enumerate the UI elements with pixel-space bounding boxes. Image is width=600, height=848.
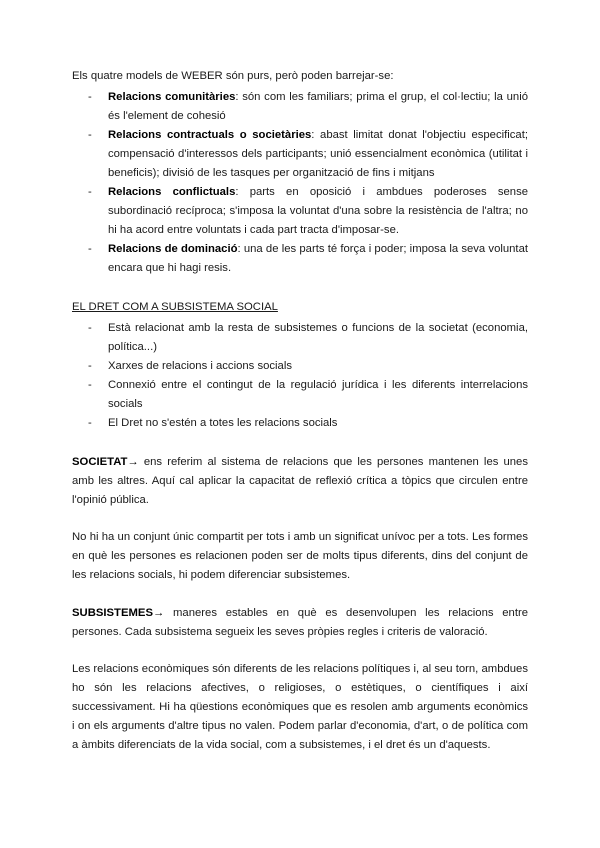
model-description: : abast limitat donat l'objectiu especificat; compensació d'interessos dels participants; unió essencialment econòmica (utilitat i beneficis); divisió de les tasques per organització de fins i mitjans — [108, 129, 528, 179]
bullet-dash: - — [88, 379, 92, 391]
relacions-paragraph: Les relacions econòmiques són diferents de les relacions polítiques i, al seu torn, ambdues ho són les relacions afectives, o religioses, o estètiques, o científiques i així successivament. Hi ha qüestions econòmiques que es resolen amb arguments econòmics i on els arguments d'altre tipus no valen. Podem parlar d'economia, d'art, o de política com a àmbits diferenciats de la vida social, com a subsistemes, i el dret és un d'aquests. — [72, 663, 528, 751]
section-heading: EL DRET COM A SUBSISTEMA SOCIAL — [72, 301, 278, 313]
bullet-dash: - — [88, 129, 92, 141]
societat-term: SOCIETAT→ — [72, 456, 139, 468]
list-item — [72, 88, 528, 126]
bullet-dash: - — [88, 322, 92, 334]
list-item-text: El Dret no s'estén a totes les relacions socials — [108, 417, 338, 429]
section-list — [72, 319, 528, 433]
list-item-text: Connexió entre el contingut de la regulació jurídica i les diferents interrelacions socials — [108, 379, 528, 410]
bullet-dash: - — [88, 186, 92, 198]
bullet-dash: - — [88, 91, 92, 103]
societat-paragraph — [72, 453, 528, 510]
model-term: Relacions contractuals o societàries — [108, 129, 312, 141]
intro-paragraph: Els quatre models de WEBER són purs, però poden barrejar-se: — [72, 70, 394, 82]
model-description: : parts en oposició i ambdues poderoses sense subordinació recíproca; s'imposa la voluntat d'una sobre la resistència de l'altra; no hi ha acord entre voluntats i cada part tracta d'imposar-se. — [108, 186, 528, 236]
model-term: Relacions conflictuals — [108, 186, 236, 198]
model-description: : una de les parts té força i poder; imposa la seva voluntat encara que hi hagi resis. — [108, 243, 528, 274]
bullet-dash: - — [88, 360, 92, 372]
conjunt-paragraph: No hi ha un conjunt únic compartit per tots i amb un significat unívoc per a tots. Les formes en què les persones es relacionen poden ser de molts tipus diferents, dins del conjunt de les relacions socials, hi podem diferenciar subsistemes. — [72, 531, 528, 581]
list-item — [72, 357, 528, 376]
list-item — [72, 414, 528, 433]
list-item-text: Xarxes de relacions i accions socials — [108, 360, 292, 372]
list-item-text: Està relacionat amb la resta de subsistemes o funcions de la societat (economia, política...) — [108, 322, 528, 353]
subsistemes-definition: maneres estables en què es desenvolupen les relacions entre persones. Cada subsistema segueix les seves pròpies regles i criteris de valoració. — [72, 607, 528, 638]
list-item — [72, 376, 528, 414]
model-description: : són com les familiars; prima el grup, el col·lectiu; la unió és l'element de cohesió — [108, 91, 528, 122]
model-term: Relacions de dominació — [108, 243, 238, 255]
subsistemes-paragraph — [72, 604, 528, 642]
weber-models-list — [72, 88, 528, 278]
list-item — [72, 319, 528, 357]
list-item — [72, 240, 528, 278]
list-item — [72, 126, 528, 183]
subsistemes-term: SUBSISTEMES→ — [72, 607, 165, 619]
bullet-dash: - — [88, 243, 92, 255]
bullet-dash: - — [88, 417, 92, 429]
model-term: Relacions comunitàries — [108, 91, 236, 103]
societat-definition: ens referim al sistema de relacions que les persones mantenen les unes amb les altres. Aquí cal aplicar la capacitat de reflexió crítica a tòpics que circulen entre l'opinió pública. — [72, 456, 528, 506]
list-item — [72, 183, 528, 240]
